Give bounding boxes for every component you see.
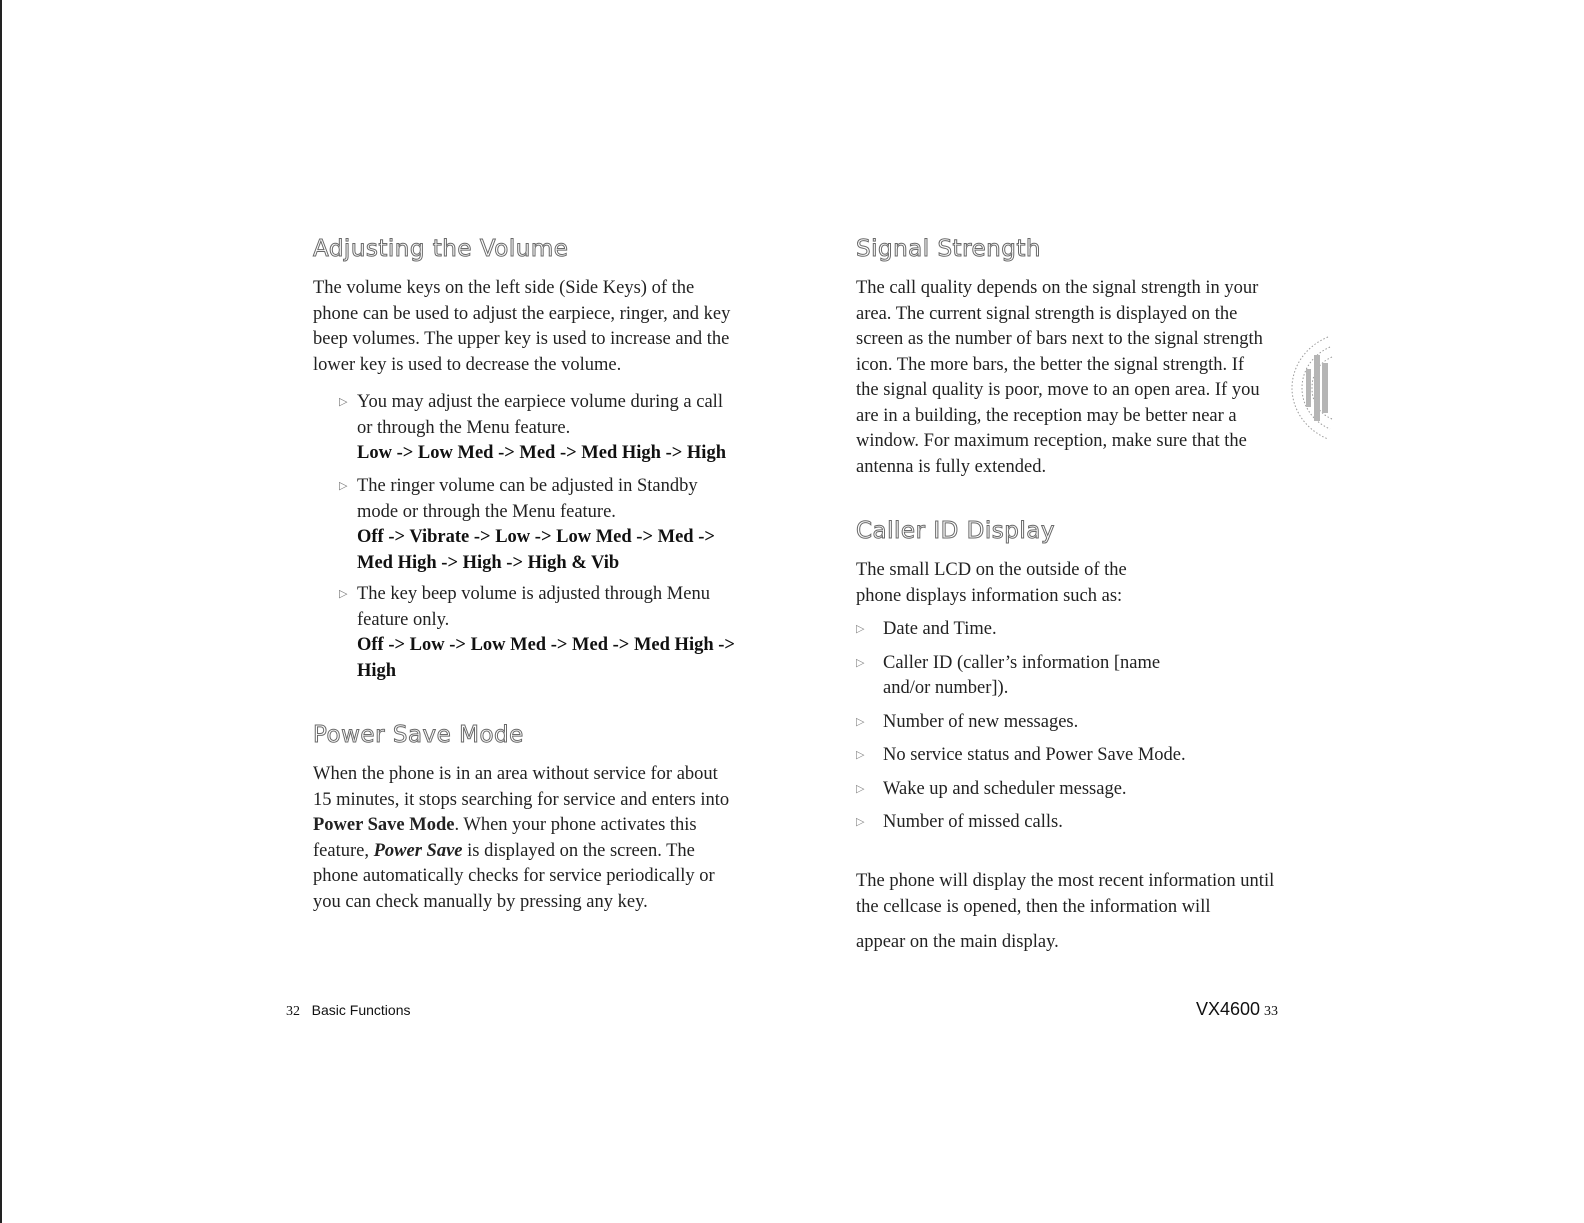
antenna-signal-icon (1284, 333, 1338, 443)
volume-bullet-earpiece (339, 390, 739, 467)
list-item-text: Wake up and scheduler message. (883, 778, 1127, 799)
signal-body: The call quality depends on the signal strength in your area. The current signal strength is displayed on the screen as the number of bars next to the signal strength icon. The more bars, the better the signal strength. If the signal quality is poor, move to an open area. If you are in a building, the reception may be better near a window. For maximum reception, make sure that the antenna is fully extended. (856, 278, 1263, 477)
arrow-bullet-icon: ▷ (856, 816, 865, 828)
keybeep-sequence: Off -> Low -> Low Med -> Med -> Med High -> High (357, 635, 735, 681)
page-edge-line (0, 0, 2, 1223)
power-save-display-term: Power Save (373, 840, 463, 861)
arrow-bullet-icon: ▷ (856, 782, 865, 795)
ringer-sequence: Off -> Vibrate -> Low -> Low Med -> Med -> Med High -> High -> High & Vib (357, 527, 715, 573)
arrow-bullet-icon: ▷ (339, 396, 348, 408)
bullet-text: The ringer volume can be adjusted in Standby mode or through the Menu feature. (357, 476, 698, 522)
footer-right (1196, 999, 1278, 1020)
power-save-mode-term: Power Save Mode (313, 815, 455, 835)
list-item-text: No service status and Power Save Mode. (883, 745, 1186, 765)
list-item-text: Number of missed calls. (883, 812, 1063, 832)
caller-id-heading: Caller ID Display (856, 518, 1055, 544)
power-save-body (313, 762, 733, 915)
list-item (856, 710, 1186, 736)
power-save-heading: Power Save Mode (313, 722, 524, 748)
power-save-text-1: When the phone is in an area without service for about 15 minutes, it stops searching for service and enters into (313, 764, 730, 810)
arrow-bullet-icon: ▷ (339, 588, 348, 600)
earpiece-sequence: Low -> Low Med -> Med -> Med High -> High (357, 443, 726, 463)
footer-left (286, 1002, 411, 1020)
list-item (856, 777, 1186, 803)
footer-section-label: Basic Functions (311, 1002, 411, 1018)
list-item-text: Caller ID (caller’s information [name and/or number]). (883, 652, 1161, 698)
list-item (856, 651, 1186, 702)
arrow-bullet-icon: ▷ (339, 480, 348, 492)
list-item-text: Number of new messages. (883, 711, 1079, 732)
right-page-number: 33 (1263, 1004, 1278, 1019)
footer-model-label: VX4600 (1196, 999, 1261, 1019)
list-item (856, 810, 1186, 836)
arrow-bullet-icon: ▷ (856, 623, 865, 635)
volume-intro: The volume keys on the left side (Side Keys) of the phone can be used to adjust the earpiece, ringer, and key beep volumes. The upper key is used to increase and the lower key is used to decrease the volume. (313, 278, 731, 375)
volume-bullet-ringer (339, 474, 739, 576)
caller-id-intro: The small LCD on the outside of the phone displays information such as: (856, 560, 1127, 606)
list-item (856, 743, 1186, 769)
volume-bullet-keybeep (339, 582, 739, 684)
power-save-text-3: is displayed on the screen. The phone automatically checks for service periodically or you can check manually by pressing any key. (313, 840, 715, 912)
volume-heading: Adjusting the Volume (313, 236, 569, 262)
caller-id-list (856, 617, 1186, 844)
bullet-text: The key beep volume is adjusted through Menu feature only. (357, 584, 710, 630)
signal-heading: Signal Strength (856, 236, 1041, 262)
arrow-bullet-icon: ▷ (856, 749, 865, 761)
arrow-bullet-icon: ▷ (856, 715, 865, 728)
list-item-text: Date and Time. (883, 619, 997, 639)
caller-id-outro-last: appear on the main display. (856, 932, 1059, 952)
arrow-bullet-icon: ▷ (856, 656, 865, 669)
left-page-number: 32 (286, 1004, 300, 1019)
caller-id-outro: The phone will display the most recent information until the cellcase is opened, then the information will (856, 871, 1275, 917)
power-save-text-2: . When your phone activates this feature, (313, 815, 697, 861)
list-item (856, 617, 1186, 643)
bullet-text: You may adjust the earpiece volume during a call or through the Menu feature. (357, 392, 723, 438)
